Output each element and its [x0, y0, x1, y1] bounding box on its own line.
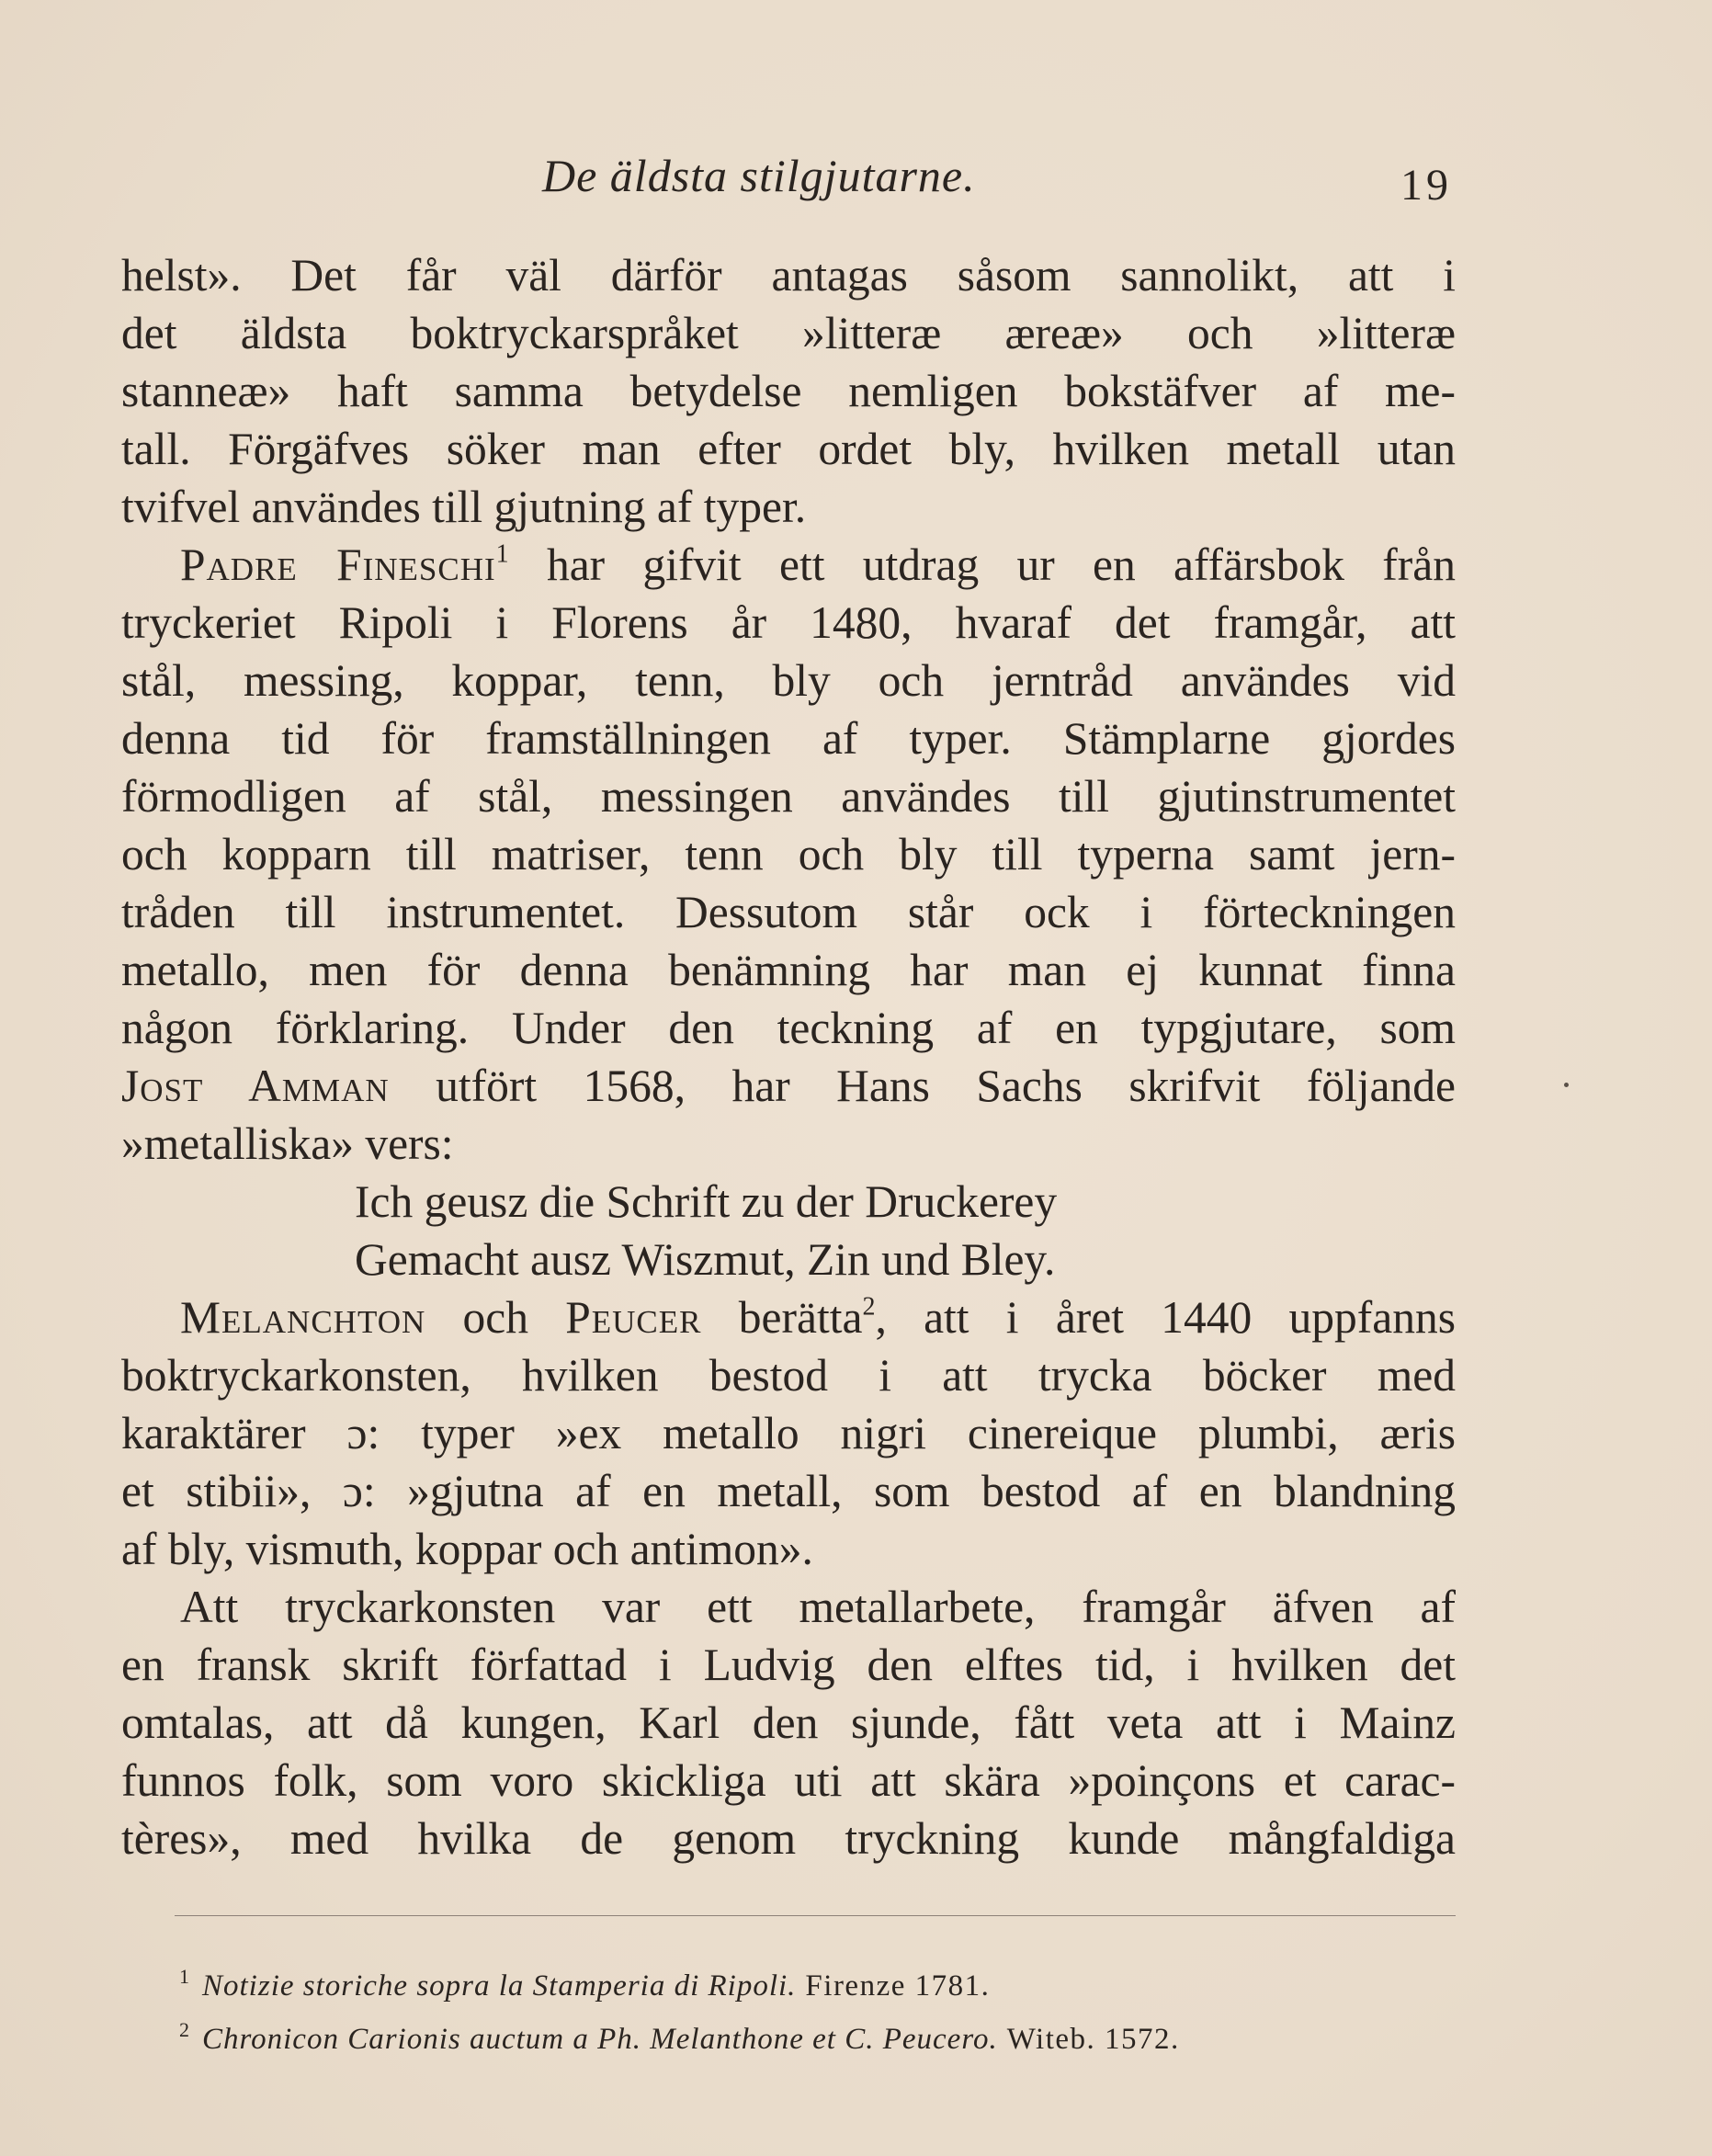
text-line: helst». Det får väl därför antagas såsom sannolikt, att i [121, 250, 1456, 301]
footnote-title: Chronicon Carionis auctum a Ph. Melanthone et C. Peucero. [202, 2023, 998, 2057]
footnote [179, 2008, 1447, 2061]
verse-line: Ich geusz die Schrift zu der Druckerey [355, 1176, 1058, 1227]
text-line: denna tid för framställningen af typer. Stämplarne gjordes [121, 713, 1456, 764]
person-name: Padre Fineschi [180, 539, 496, 590]
person-name: Melanchton [180, 1292, 426, 1343]
person-name: Peucer [565, 1292, 702, 1343]
page-number: 19 [1400, 161, 1452, 210]
text-line: tères», med hvilka de genom tryckning kunde mångfaldiga [121, 1813, 1456, 1864]
text-line: stål, messing, koppar, tenn, bly och jerntråd användes vid [121, 655, 1456, 706]
footnote [179, 1955, 1447, 2008]
person-name: Jost Amman [121, 1061, 390, 1111]
footnote-place: Witeb. 1572. [1006, 2023, 1180, 2057]
footnote-mark: 1 [179, 1965, 189, 1988]
footnote-place: Firenze 1781. [805, 1969, 991, 2003]
text-line: tvifvel användes till gjutning af typer. [121, 482, 807, 532]
page-header [119, 149, 1461, 213]
text-line: funnos folk, som voro skickliga uti att skära »poinçons et carac- [121, 1755, 1456, 1806]
text-line: tråden till instrumentet. Dessutom står ock i förteckningen [121, 887, 1456, 937]
text-segment: berätta [701, 1292, 863, 1343]
footnote-title: Notizie storiche sopra la Stamperia di Ripoli. [202, 1969, 797, 2003]
text-segment: , att i året 1440 uppfanns [875, 1292, 1456, 1343]
text-line: det äldsta boktryckarspråket »litteræ æreæ» och »litteræ [121, 308, 1456, 358]
text-line: metallo, men för denna benämning har man ej kunnat finna [121, 945, 1456, 995]
footnote-divider [175, 1915, 1456, 1916]
text-line [121, 1288, 1456, 1346]
paper-speck [1564, 1083, 1569, 1087]
footnote-ref: 2 [862, 1292, 876, 1322]
text-line: Att tryckarkonsten var ett metallarbete, framgår äfven af [180, 1582, 1456, 1632]
text-line: någon förklaring. Under den teckning af en typgjutare, som [121, 1003, 1456, 1053]
text-line: »metalliska» vers: [121, 1118, 454, 1169]
text-segment: utfört 1568, har Hans Sachs skrifvit följande [389, 1061, 1457, 1111]
text-line: af bly, vismuth, koppar och antimon». [121, 1524, 813, 1574]
text-line: karaktärer ɔ: typer »ex metallo nigri cinereique plumbi, æris [121, 1408, 1456, 1458]
footnotes [179, 1955, 1447, 2061]
text-line: et stibii», ɔ: »gjutna af en metall, som bestod af en blandning [121, 1466, 1456, 1516]
text-line: boktryckarkonsten, hvilken bestod i att trycka böcker med [121, 1350, 1456, 1401]
text-line [121, 1057, 1456, 1115]
text-line: tall. Förgäfves söker man efter ordet bly, hvilken metall utan [121, 424, 1456, 474]
text-segment: och [425, 1292, 566, 1343]
running-title: De äldsta stilgjutarne. [542, 150, 976, 201]
footnote-mark: 2 [179, 2018, 189, 2042]
text-segment: har gifvit ett utdrag ur en affärsbok från [508, 539, 1456, 590]
text-line: stanneæ» haft samma betydelse nemligen bokstäfver af me- [121, 366, 1456, 416]
text-line: tryckeriet Ripoli i Florens år 1480, hvaraf det framgår, att [121, 597, 1456, 648]
text-line: och kopparn till matriser, tenn och bly till typerna samt jern- [121, 829, 1456, 879]
text-line: omtalas, att då kungen, Karl den sjunde, fått veta att i Mainz [121, 1697, 1456, 1748]
verse-line: Gemacht ausz Wiszmut, Zin und Bley. [355, 1234, 1056, 1285]
text-line [121, 536, 1456, 594]
footnote-ref: 1 [495, 539, 509, 569]
text-line: förmodligen af stål, messingen användes till gjutinstrumentet [121, 771, 1456, 822]
text-line: en fransk skrift författad i Ludvig den elftes tid, i hvilken det [121, 1640, 1456, 1690]
body-text [121, 246, 1456, 1867]
